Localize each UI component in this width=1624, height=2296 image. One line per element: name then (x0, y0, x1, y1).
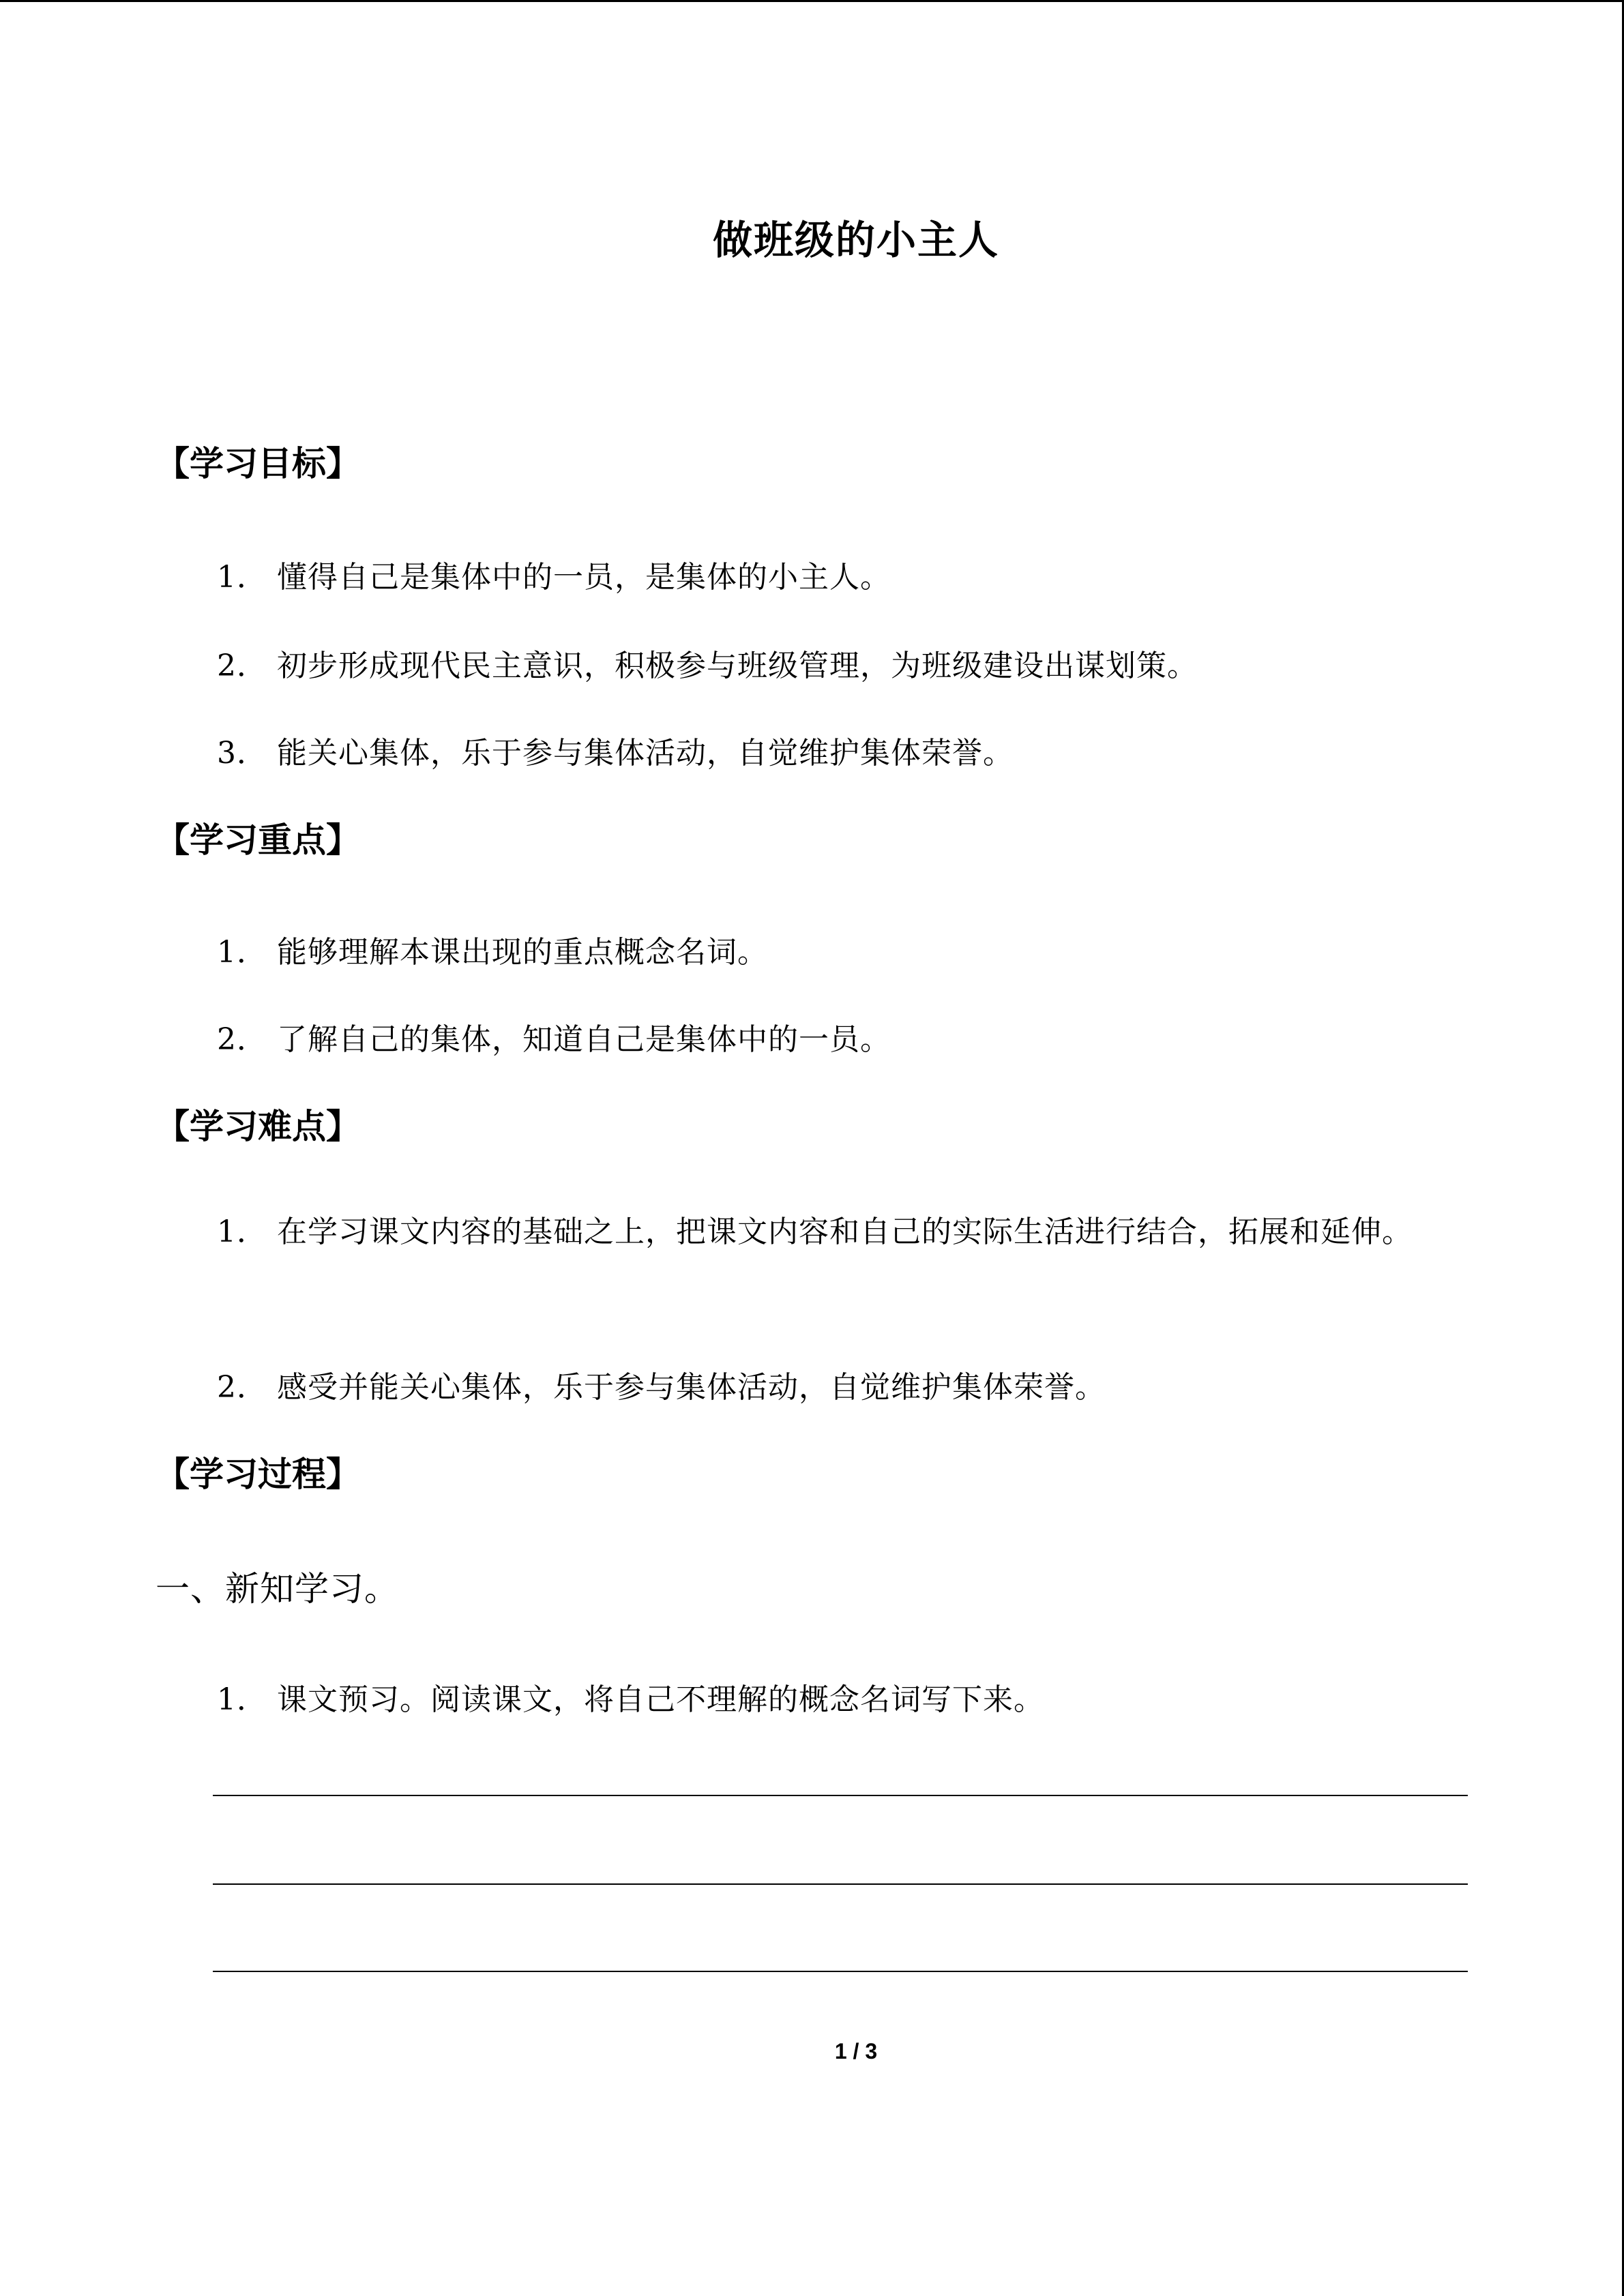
section-heading-process: 【学习过程】 (156, 1455, 360, 1494)
page-number: 1 / 3 (834, 2039, 878, 2063)
section-heading-key-points: 【学习重点】 (156, 820, 360, 860)
item-number: 1． (217, 935, 267, 970)
item-number: 2． (217, 1022, 267, 1057)
list-item (217, 641, 1198, 685)
list-item (217, 552, 891, 596)
item-text: 感受并能关心集体，乐于参与集体活动，自觉维护集体荣誉。 (277, 1370, 1106, 1405)
item-number: 1． (217, 1682, 267, 1717)
answer-line (213, 1883, 1468, 1885)
process-subheading: 一、新知学习。 (156, 1569, 399, 1609)
item-number: 3． (217, 736, 267, 771)
item-text: 了解自己的集体，知道自己是集体中的一员。 (277, 1022, 891, 1057)
page-title: 做班级的小主人 (712, 217, 999, 263)
item-number: 2． (217, 648, 267, 683)
answer-line (213, 1795, 1468, 1796)
list-item (217, 1015, 891, 1058)
item-text: 能关心集体，乐于参与集体活动，自觉维护集体荣誉。 (277, 736, 1014, 771)
item-number: 1． (217, 560, 267, 595)
list-item (157, 1199, 1426, 1266)
list-item (217, 927, 768, 971)
answer-line (213, 1971, 1468, 1972)
list-item (217, 1675, 1044, 1718)
section-heading-difficulties: 【学习难点】 (156, 1107, 360, 1146)
item-text: 初步形成现代民主意识，积极参与班级管理，为班级建设出谋划策。 (277, 648, 1198, 683)
item-text: 懂得自己是集体中的一员，是集体的小主人。 (277, 560, 891, 595)
list-item (217, 728, 1014, 772)
page-border-top (0, 0, 1624, 2)
item-text: 在学习课文内容的基础之上，把课文内容和自己的实际生活进行结合，拓展和延伸。 (277, 1214, 1413, 1249)
list-item (217, 1362, 1106, 1406)
item-number: 1． (217, 1214, 267, 1249)
section-heading-goals: 【学习目标】 (156, 444, 360, 483)
item-number: 2． (217, 1370, 267, 1405)
item-text: 课文预习。阅读课文，将自己不理解的概念名词写下来。 (277, 1682, 1044, 1717)
item-text: 能够理解本课出现的重点概念名词。 (277, 935, 768, 970)
